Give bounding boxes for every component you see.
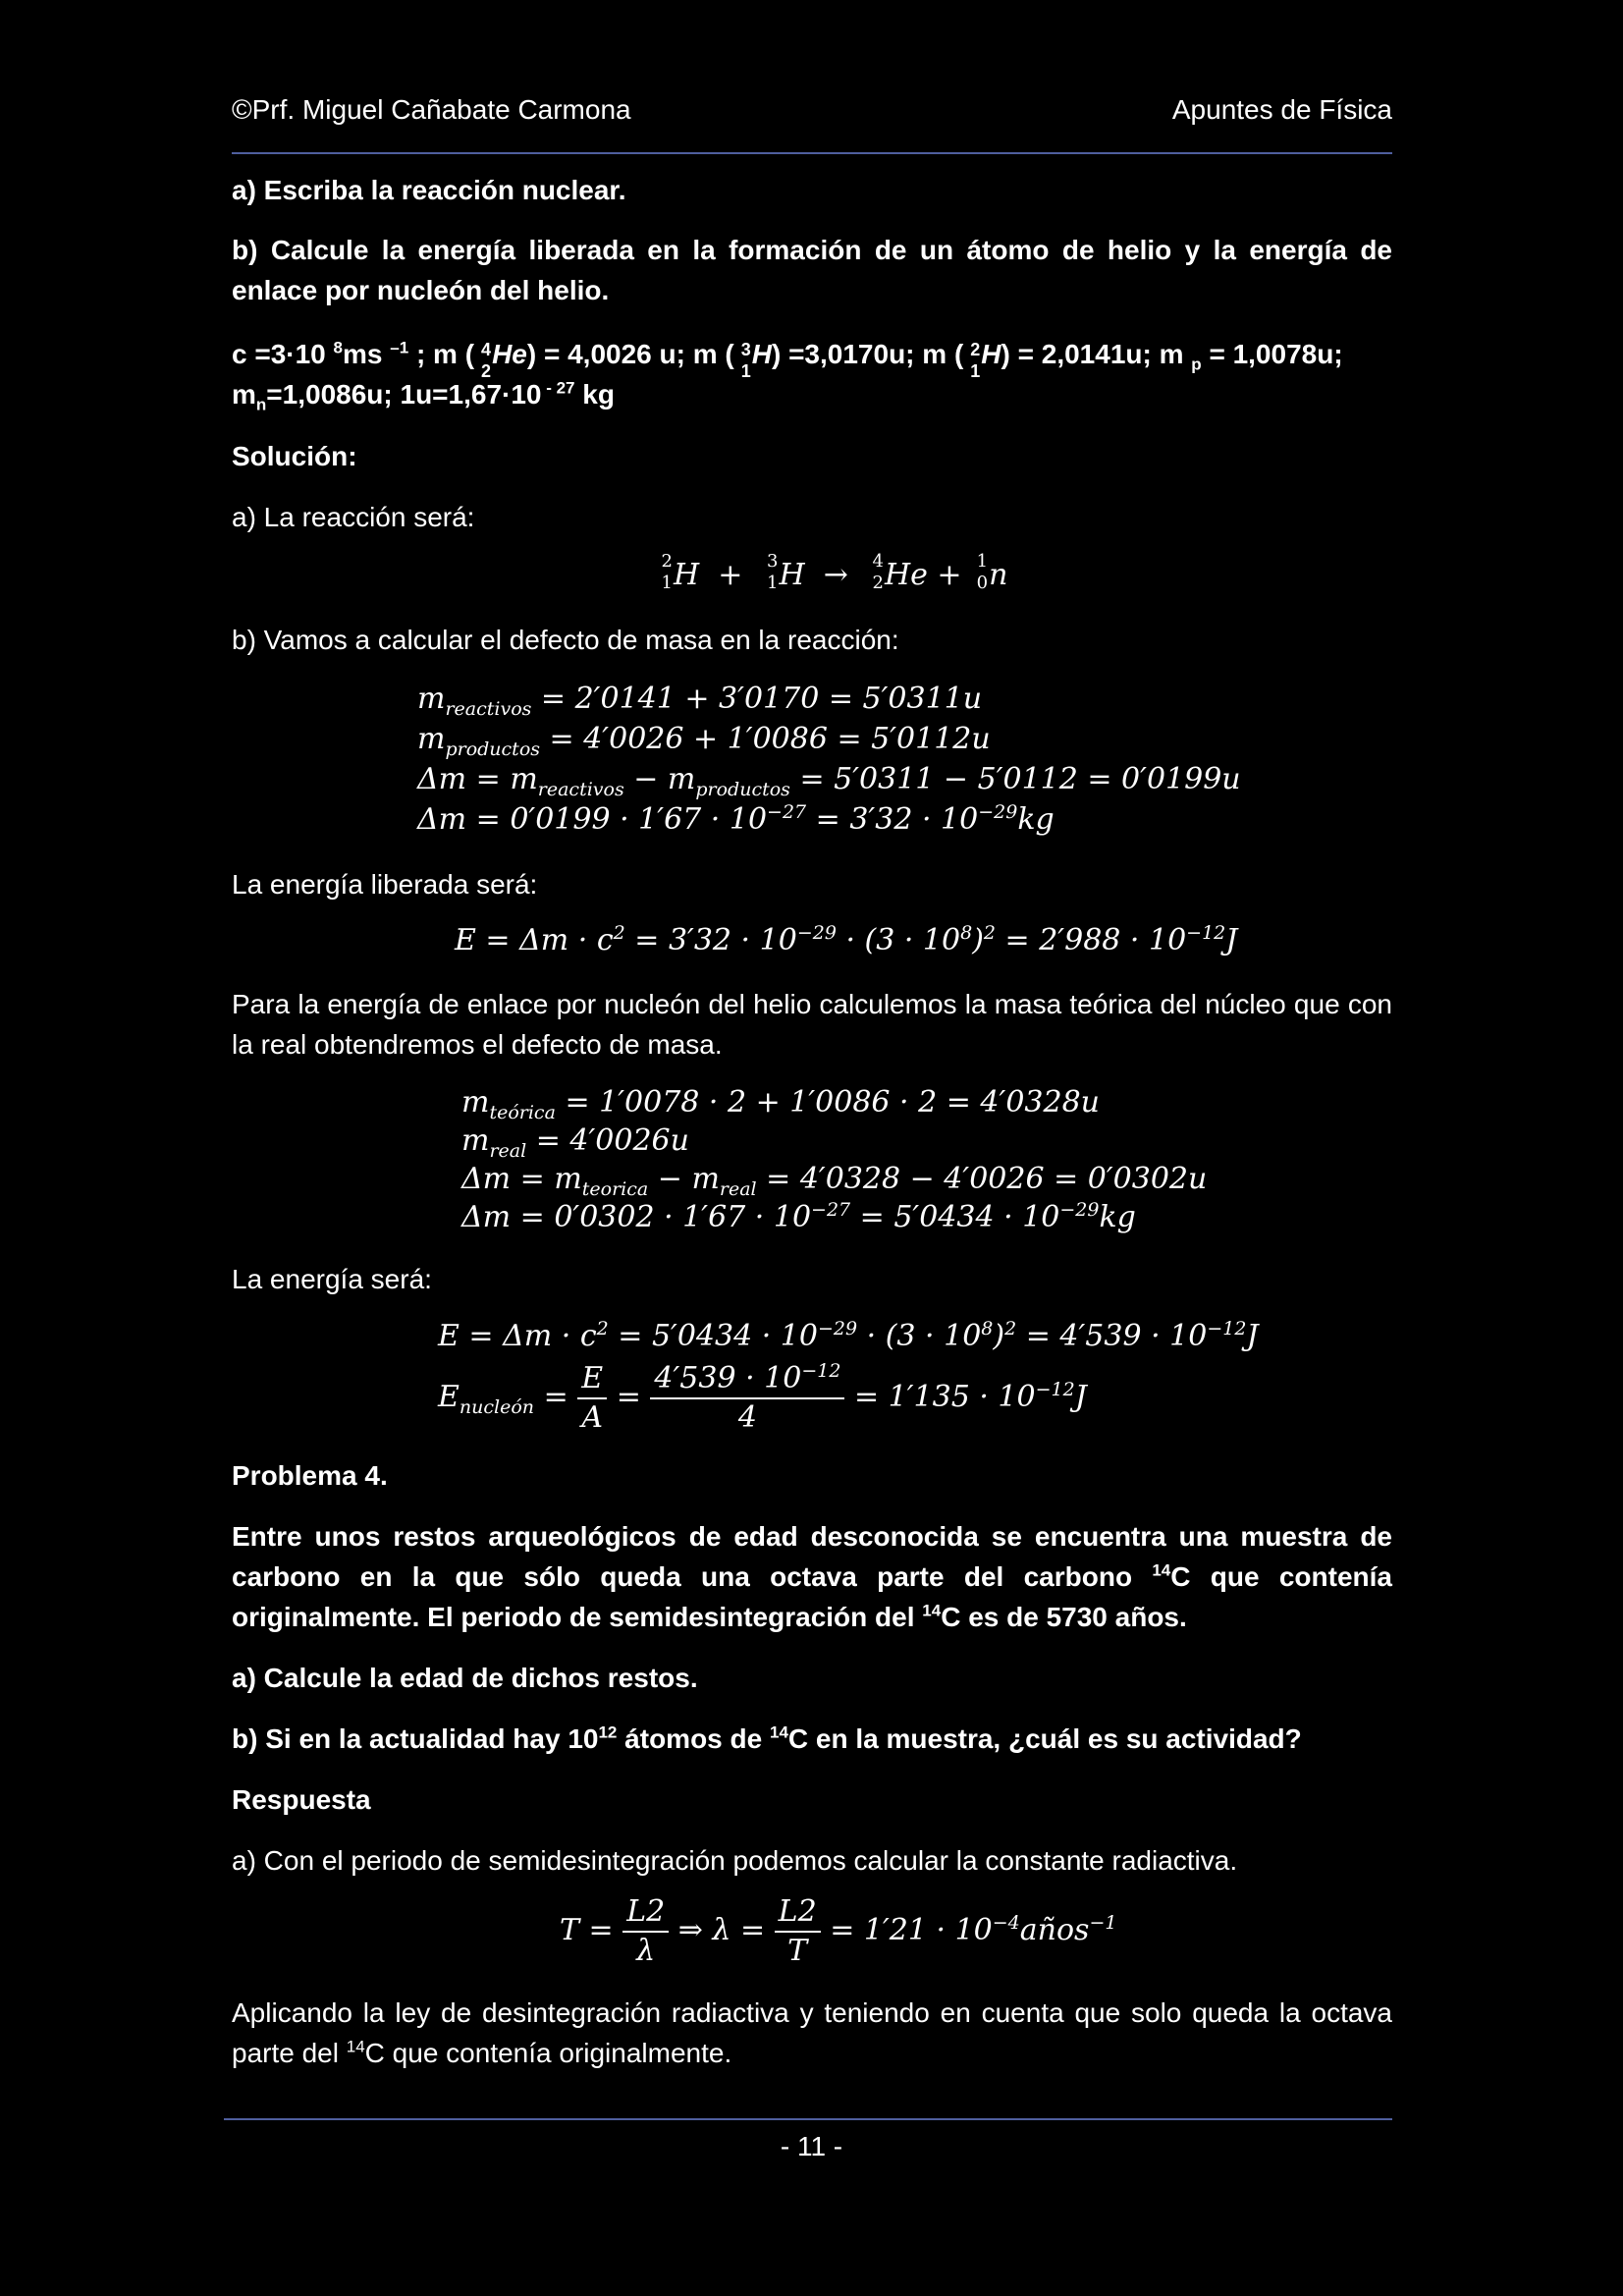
nuclear-reaction: 2 1 H + 3 1 H → 4 2 He + 1 0 n (661, 551, 1008, 593)
mass-line: $m_{real} = 4'0026u$ (461, 1123, 689, 1162)
mass-line: $\Delta m = 0'0302 \cdot 1'67 \cdot 10^{-27} = 5'0434 \cdot 10^{-29}kg$ (461, 1199, 1136, 1234)
mass-line: $\Delta m = m_{reactivos} - m_{productos} = 5'0311 - 5'0112 = 0'0199u$ (417, 762, 1241, 800)
energy-equation: $E = \Delta m \cdot c^2 = 5'0434 \cdot 10^{-29} \cdot (3 \cdot 10^8)^2 = 4'539 \cdot 10^{-12}J$ (438, 1318, 1259, 1353)
mass-line: $\Delta m = m_{teorica} - m_{real} = 4'0328 - 4'0026 = 0'0302u$ (461, 1162, 1208, 1200)
energy-label: La energía será: (232, 1264, 432, 1294)
given-data: c =3·10 $^8$ms $^{-1}$ ; m ( 4 2 He) = 4,0026 u; m ( 3 1 H) =3,0170u; m ( 2 1 H) = 2,0141u; m $_p$ = 1,0078u; $m_n=1,0086u$; 1u=1,67·10 $^{- 27}$ kg (232, 338, 1343, 414)
header-author: ©Prf. Miguel Cañabate Carmona (232, 94, 631, 125)
solution-heading: Solución: (232, 441, 357, 471)
energy-released-label: La energía liberada será: (232, 869, 538, 900)
nucleon-energy-equation: $E_{nucleón}$ = $\frac{E}{A}$ = $\frac{4'539 \cdot 10^{-12}}{4}$ = $1'135 \cdot 10^{-12}J$ (438, 1360, 1087, 1435)
footer-divider (224, 2118, 1392, 2120)
binding-energy-intro: Para la energía de enlace por nucleón del helio calculemos la masa teórica del núcleo que con la real obtendremos el defecto de masa. (232, 989, 1392, 1060)
problem-4-question-a: a) Calcule la edad de dichos restos. (232, 1663, 698, 1693)
question-b: b) Calcule la energía liberada en la formación de un átomo de helio y la energía de enlace por nucleón del helio. (232, 235, 1392, 305)
problem-4-heading: Problema 4. (232, 1460, 388, 1491)
problem-4-statement: Entre unos restos arqueológicos de edad desconocida se encuentra una muestra de carbono en la que sólo queda una octava parte del carbono $^{14}$C que contenía originalmente. El periodo de semidesintegración del $^{14}$C es de 5730 años. (232, 1521, 1392, 1632)
energy-released-equation: $E = \Delta m \cdot c^2 = 3'32 \cdot 10^{-29} \cdot (3 \cdot 10^8)^2 = 2'988 \cdot 10^{-12}J$ (455, 922, 1238, 957)
decay-constant-equation: T = $\frac{L2}{\lambda}$ ⇒ λ = $\frac{L2}{T}$ = $1'21 \cdot 10^{-4}años^{-1}$ (560, 1894, 1117, 1968)
mass-line: $m_{teórica} = 1'0078 \cdot 2 + 1'0086 \cdot 2 = 4'0328u$ (461, 1085, 1100, 1123)
mass-line: $m_{productos} = 4'0026 + 1'0086 = 5'0112u$ (417, 722, 991, 760)
mass-line: $m_{reactivos} = 2'0141 + 3'0170 = 5'0311u$ (417, 682, 983, 720)
answer-heading: Respuesta (232, 1784, 371, 1815)
solution-b: b) Vamos a calcular el defecto de masa en la reacción: (232, 625, 899, 655)
page-number: - 11 - (780, 2131, 843, 2161)
header-divider (232, 152, 1392, 154)
decay-law-paragraph: Aplicando la ley de desintegración radiactiva y teniendo en cuenta que solo queda la octava parte del $^{14}$C que contenía originalmente. (232, 1997, 1392, 2068)
question-a: a) Escriba la reacción nuclear. (232, 175, 626, 205)
mass-defect-equations (417, 679, 1241, 840)
solution-a: a) La reacción será: (232, 502, 475, 532)
page-header (232, 94, 1392, 134)
mass-line: $\Delta m = 0'0199 \cdot 1'67 \cdot 10^{-27} = 3'32 \cdot 10^{-29}kg$ (417, 801, 1055, 837)
problem-4-question-b: b) Si en la actualidad hay $10^{12}$ átomos de $^{14}$C en la muestra, ¿cuál es su actividad? (232, 1722, 1302, 1754)
answer-a: a) Con el periodo de semidesintegración podemos calcular la constante radiactiva. (232, 1845, 1238, 1876)
theoretical-mass-equations (461, 1083, 1207, 1236)
header-subject: Apuntes de Física (1171, 94, 1392, 125)
